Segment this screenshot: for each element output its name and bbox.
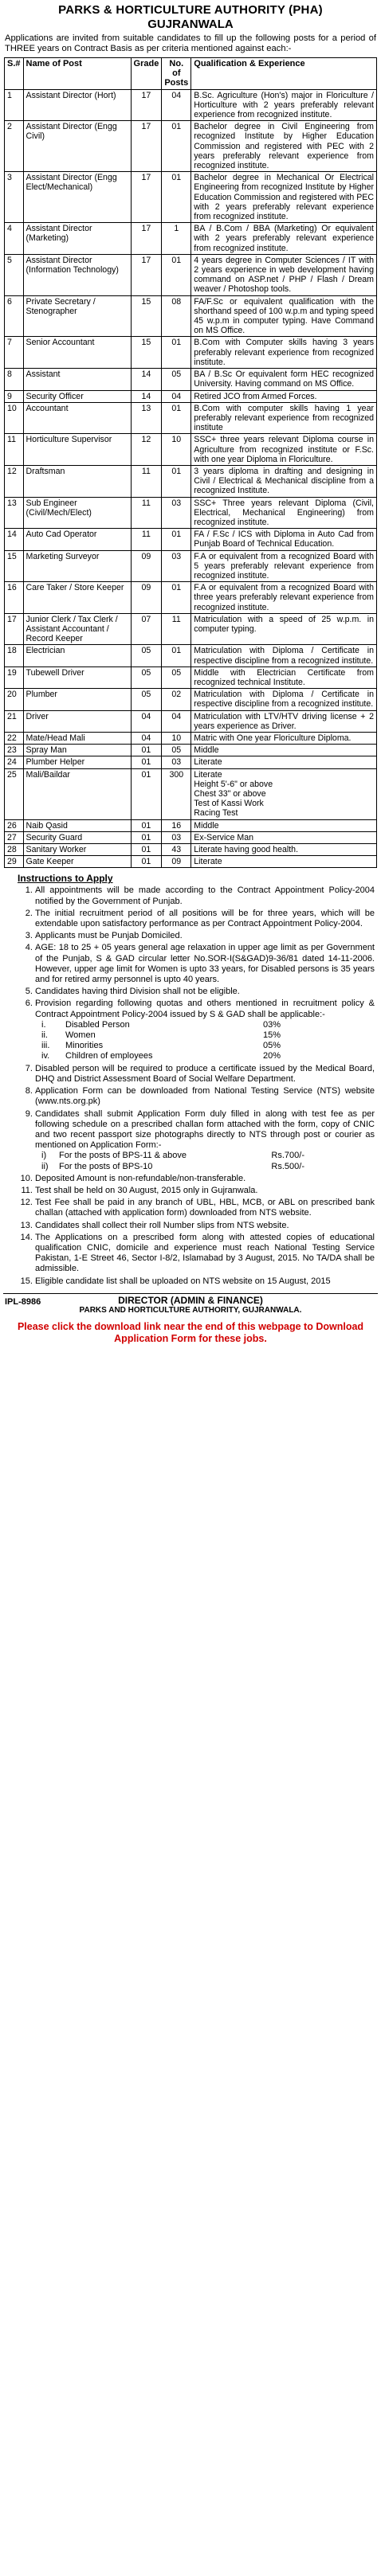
quota-prefix: ii.: [41, 1030, 48, 1041]
cell-serial: 26: [5, 819, 24, 831]
quota-row: [41, 1041, 281, 1051]
cell-post-name: Marketing Surveyor: [23, 550, 131, 582]
cell-post-name: Tubewell Driver: [23, 666, 131, 688]
instructions-title: Instructions to Apply: [18, 873, 113, 885]
instruction-item: [35, 885, 375, 906]
cell-no-of-posts: 01: [162, 529, 191, 550]
cell-no-of-posts: 03: [162, 497, 191, 529]
cell-no-of-posts: 05: [162, 666, 191, 688]
cell-grade: 17: [131, 89, 162, 121]
instruction-text: The Applications on a prescribed form along with attested copies of educational qualification CNIC, domicile and experience must reach National Testing Service Pakistan, 1-E Street 46, Sector I-8/2, Islamabad by 3 August, 2015. No TA/DA shall be admissible.: [35, 1232, 375, 1274]
header-qualification: Qualification & Experience: [191, 58, 377, 90]
cell-grade: 05: [131, 666, 162, 688]
job-advertisement: [3, 0, 378, 1345]
instruction-item: [35, 1233, 375, 1275]
cell-serial: 14: [5, 529, 24, 550]
fee-name: For the posts of BPS-10: [59, 1161, 153, 1171]
quota-value: 05%: [262, 1041, 281, 1051]
cell-post-name: Electrician: [23, 645, 131, 666]
cell-post-name: Security Guard: [23, 831, 131, 843]
cell-serial: 27: [5, 831, 24, 843]
fee-label: [41, 1151, 187, 1161]
cell-serial: 15: [5, 550, 24, 582]
cell-serial: 20: [5, 689, 24, 710]
cell-post-name: Mate/Head Mali: [23, 733, 131, 745]
cell-post-name: Plumber Helper: [23, 756, 131, 768]
cell-serial: 10: [5, 402, 24, 434]
instructions-list: [3, 885, 378, 1286]
cell-post-name: Mali/Baildar: [23, 768, 131, 819]
cell-post-name: Assistant: [23, 369, 131, 390]
cell-post-name: Care Taker / Store Keeper: [23, 582, 131, 614]
download-link[interactable]: Please click the download link near the end of this webpage to Download Application Form for these jobs.: [17, 1320, 364, 1344]
cell-grade: 15: [131, 295, 162, 337]
table-row: [5, 402, 377, 434]
table-row: [5, 613, 377, 645]
cell-post-name: Horticulture Supervisor: [23, 434, 131, 466]
cell-qualification: Retired JCO from Armed Forces.: [191, 390, 377, 402]
table-row: [5, 121, 377, 172]
cell-serial: 7: [5, 337, 24, 369]
cell-grade: 15: [131, 337, 162, 369]
cell-no-of-posts: 02: [162, 689, 191, 710]
table-row: [5, 223, 377, 255]
fee-prefix: ii): [41, 1161, 49, 1171]
instruction-text: All appointments will be made according to the Contract Appointment Policy-2004 notified by the Government of Punjab.: [35, 885, 375, 906]
cell-grade: 17: [131, 121, 162, 172]
cell-post-name: Plumber: [23, 689, 131, 710]
cell-qualification: FA / F.Sc / ICS with Diploma in Auto Cad from Punjab Board of Technical Education.: [191, 529, 377, 550]
cell-qualification: F.A or equivalent from a recognized Board with 5 years preferably relevant experience from recognized institute.: [191, 550, 377, 582]
cell-serial: 18: [5, 645, 24, 666]
cell-qualification: B.Com with computer skills having 1 year preferably relevant experience from recognized institute: [191, 402, 377, 434]
director-signature: DIRECTOR (ADMIN & FINANCE): [118, 1294, 263, 1306]
cell-grade: 07: [131, 613, 162, 645]
cell-serial: 13: [5, 497, 24, 529]
posts-table: [4, 57, 377, 868]
download-note[interactable]: [3, 1321, 378, 1345]
table-row: [5, 689, 377, 710]
instruction-text: Applicants must be Punjab Domiciled.: [35, 931, 183, 941]
cell-post-name: Assistant Director (Hort): [23, 89, 131, 121]
cell-serial: 12: [5, 465, 24, 497]
quota-label: [41, 1051, 201, 1061]
table-row: [5, 254, 377, 295]
cell-serial: 19: [5, 666, 24, 688]
table-row: [5, 710, 377, 732]
table-row: [5, 756, 377, 768]
quota-row: [41, 1030, 281, 1041]
cell-no-of-posts: 04: [162, 89, 191, 121]
instruction-text: Candidates shall submit Application Form duly filled in along with test fee as per following schedule on a prescribed challan form attached with the form, copy of CNIC and two recent passport size photographs directly to NTS through post or courier as mentioned on Application Form:-: [35, 1108, 375, 1151]
cell-qualification: F.A or equivalent from a recognized Board with three years preferably relevant experience from recognized institute.: [191, 582, 377, 614]
cell-qualification: Middle with Electrician Certificate from recognized technical Institute.: [191, 666, 377, 688]
header-post-name: Name of Post: [23, 58, 131, 90]
cell-post-name: Accountant: [23, 402, 131, 434]
cell-no-of-posts: 03: [162, 550, 191, 582]
cell-qualification: Matriculation with LTV/HTV driving license + 2 years experience as Driver.: [191, 710, 377, 732]
cell-no-of-posts: 05: [162, 745, 191, 756]
cell-qualification: 4 years degree in Computer Sciences / IT with 2 years experience in web development having command on ASP.net / PHP / Flash / Dream weaver / Photoshop tools.: [191, 254, 377, 295]
fee-row: [41, 1151, 304, 1161]
cell-no-of-posts: 04: [162, 390, 191, 402]
cell-no-of-posts: 11: [162, 613, 191, 645]
cell-qualification: Matric with One year Floriculture Diploma.: [191, 733, 377, 745]
cell-qualification: FA/F.Sc or equivalent qualification with the shorthand speed of 100 w.p.m and typing speed 45 w.p.m in computer typing. Have Command on MS Office.: [191, 295, 377, 337]
table-row: [5, 89, 377, 121]
quota-label: [41, 1041, 201, 1051]
cell-qualification: Bachelor degree in Mechanical Or Electrical Engineering from recognized Institute by Higher Education Commission and registered with PEC with 2 years preferably relevant experience from recognized institute.: [191, 172, 377, 223]
cell-post-name: Driver: [23, 710, 131, 732]
instruction-text: Disabled person will be required to produce a certificate issued by the Medical Board, DHQ and District Assessment Board of Social Welfare Department.: [35, 1063, 375, 1084]
cell-serial: 16: [5, 582, 24, 614]
cell-qualification: SSC+ three years relevant Diploma course in Agriculture from recognized institute or F.Sc. with one year Diploma in Floriculture.: [191, 434, 377, 466]
cell-qualification: Matriculation with Diploma / Certificate in respective discipline from a recognized institute.: [191, 689, 377, 710]
instruction-item: [35, 1186, 375, 1196]
cell-serial: 1: [5, 89, 24, 121]
cell-post-name: Senior Accountant: [23, 337, 131, 369]
cell-serial: 17: [5, 613, 24, 645]
fee-row: [41, 1162, 304, 1172]
instruction-item: [35, 1064, 375, 1085]
cell-grade: 01: [131, 831, 162, 843]
cell-no-of-posts: 03: [162, 756, 191, 768]
cell-grade: 05: [131, 645, 162, 666]
cell-no-of-posts: 01: [162, 121, 191, 172]
quota-name: Children of employees: [65, 1051, 153, 1061]
cell-post-name: Draftsman: [23, 465, 131, 497]
cell-qualification: Matriculation with a speed of 25 w.p.m. in computer typing.: [191, 613, 377, 645]
quota-value: 03%: [262, 1019, 281, 1030]
fee-name: For the posts of BPS-11 & above: [59, 1151, 187, 1161]
table-row: [5, 733, 377, 745]
table-row: [5, 550, 377, 582]
table-row: [5, 844, 377, 856]
fee-label: [41, 1162, 152, 1172]
table-row: [5, 645, 377, 666]
intro-paragraph: Applications are invited from suitable candidates to fill up the following posts for a period of THREE years on Contract Basis as per criteria mentioned against each:-: [5, 33, 376, 53]
instruction-item: [35, 999, 375, 1061]
cell-serial: 24: [5, 756, 24, 768]
cell-no-of-posts: 01: [162, 582, 191, 614]
cell-no-of-posts: 01: [162, 172, 191, 223]
instruction-text: AGE: 18 to 25 + 05 years general age relaxation in upper age limit as per Government of the Punjab, S & GAD circular letter No.SOR-I(S&GAD)9-36/81 dated 14-11-2006. However, upper age limit for Women is upto 33 years, for Disabled persons is 35 years and for retired army personnel is upto 40 years.: [35, 943, 375, 985]
cell-qualification: BA / B.Com / BBA (Marketing) Or equivalent with 2 years preferably relevant experience from recognized institute.: [191, 223, 377, 255]
cell-grade: 12: [131, 434, 162, 466]
cell-grade: 01: [131, 856, 162, 868]
authority-title: PARKS & HORTICULTURE AUTHORITY (PHA): [58, 3, 323, 17]
cell-serial: 4: [5, 223, 24, 255]
cell-serial: 21: [5, 710, 24, 732]
cell-qualification: Ex-Service Man: [191, 831, 377, 843]
cell-serial: 5: [5, 254, 24, 295]
fee-prefix: i): [41, 1151, 47, 1161]
instruction-text: Application Form can be downloaded from National Testing Service (NTS) website (www.nts.org.pk): [35, 1086, 375, 1107]
table-row: [5, 768, 377, 819]
cell-no-of-posts: 300: [162, 768, 191, 819]
cell-post-name: Gate Keeper: [23, 856, 131, 868]
cell-post-name: Security Officer: [23, 390, 131, 402]
cell-post-name: Naib Qasid: [23, 819, 131, 831]
cell-grade: 01: [131, 756, 162, 768]
table-row: [5, 529, 377, 550]
instruction-item: [35, 1086, 375, 1107]
cell-qualification: Literate Height 5'-6" or above Chest 33" or above Test of Kassi Work Racing Test: [191, 768, 377, 819]
table-header-row: [5, 58, 377, 90]
cell-post-name: Assistant Director (Engg Elect/Mechanical): [23, 172, 131, 223]
instruction-item: [35, 987, 375, 997]
cell-grade: 01: [131, 745, 162, 756]
cell-grade: 01: [131, 844, 162, 856]
table-row: [5, 819, 377, 831]
instruction-text: Test shall be held on 30 August, 2015 only in Gujranwala.: [35, 1185, 258, 1195]
instruction-text: Deposited Amount is non-refundable/non-transferable.: [35, 1173, 246, 1183]
cell-post-name: Sanitary Worker: [23, 844, 131, 856]
cell-qualification: B.Com with Computer skills having 3 years preferably relevant experience from recognized institute.: [191, 337, 377, 369]
table-row: [5, 465, 377, 497]
cell-no-of-posts: 01: [162, 645, 191, 666]
quota-name: Disabled Person: [65, 1019, 130, 1030]
quota-prefix: i.: [41, 1019, 46, 1030]
quota-row: [41, 1051, 281, 1061]
instruction-item: [35, 1109, 375, 1172]
cell-post-name: Assistant Director (Information Technology): [23, 254, 131, 295]
cell-no-of-posts: 03: [162, 831, 191, 843]
header-serial: S.#: [5, 58, 24, 90]
quota-prefix: iv.: [41, 1051, 50, 1061]
header-grade: Grade: [131, 58, 162, 90]
cell-post-name: Assistant Director (Marketing): [23, 223, 131, 255]
cell-qualification: Middle: [191, 819, 377, 831]
cell-grade: 11: [131, 465, 162, 497]
authority-address: PARKS AND HORTICULTURE AUTHORITY, GUJRANWALA.: [79, 1305, 302, 1315]
cell-post-name: Assistant Director (Engg Civil): [23, 121, 131, 172]
ipl-code: IPL-8986: [5, 1296, 41, 1307]
quota-label: [41, 1020, 201, 1030]
cell-post-name: Spray Man: [23, 745, 131, 756]
cell-post-name: Junior Clerk / Tax Clerk / Assistant Accountant / Record Keeper: [23, 613, 131, 645]
table-row: [5, 434, 377, 466]
cell-qualification: Literate having good health.: [191, 844, 377, 856]
cell-no-of-posts: 16: [162, 819, 191, 831]
cell-serial: 9: [5, 390, 24, 402]
cell-serial: 25: [5, 768, 24, 819]
cell-no-of-posts: 1: [162, 223, 191, 255]
table-row: [5, 745, 377, 756]
table-row: [5, 390, 377, 402]
instruction-text: Provision regarding following quotas and others mentioned in recruitment policy & Contract Appointment Policy-2004 issued by S & GAD shall be applicable:-: [35, 999, 375, 1019]
cell-serial: 2: [5, 121, 24, 172]
table-row: [5, 337, 377, 369]
cell-grade: 01: [131, 819, 162, 831]
cell-serial: 22: [5, 733, 24, 745]
cell-qualification: Middle: [191, 745, 377, 756]
table-row: [5, 582, 377, 614]
instruction-text: Test Fee shall be paid in any branch of UBL, HBL, MCB, or ABL on prescribed bank challan (attached with application form) downloaded from NTS website.: [35, 1198, 375, 1218]
cell-qualification: Matriculation with Diploma / Certificate in respective discipline from a recognized institute.: [191, 645, 377, 666]
cell-grade: 14: [131, 369, 162, 390]
cell-qualification: BA / B.Sc Or equivalent form HEC recognized University. Having command on MS Office.: [191, 369, 377, 390]
quota-label: [41, 1030, 201, 1041]
quota-name: Women: [65, 1030, 96, 1041]
cell-grade: 11: [131, 497, 162, 529]
cell-no-of-posts: 04: [162, 710, 191, 732]
footer: [3, 1293, 378, 1318]
quota-name: Minorities: [65, 1041, 104, 1051]
instruction-item: [35, 909, 375, 929]
cell-grade: 05: [131, 689, 162, 710]
cell-serial: 11: [5, 434, 24, 466]
cell-qualification: Literate: [191, 756, 377, 768]
cell-grade: 01: [131, 768, 162, 819]
quota-value: 15%: [262, 1030, 281, 1041]
fee-value: Rs.500/-: [271, 1161, 304, 1171]
cell-post-name: Sub Engineer (Civil/Mech/Elect): [23, 497, 131, 529]
instruction-item: [35, 1198, 375, 1218]
header-no-of-posts: No. of Posts: [162, 58, 191, 90]
cell-serial: 8: [5, 369, 24, 390]
cell-serial: 6: [5, 295, 24, 337]
cell-grade: 17: [131, 223, 162, 255]
cell-grade: 09: [131, 582, 162, 614]
table-row: [5, 295, 377, 337]
table-row: [5, 369, 377, 390]
cell-serial: 28: [5, 844, 24, 856]
cell-post-name: Auto Cad Operator: [23, 529, 131, 550]
cell-no-of-posts: 10: [162, 434, 191, 466]
cell-serial: 23: [5, 745, 24, 756]
instruction-item: [35, 931, 375, 941]
table-row: [5, 856, 377, 868]
cell-grade: 09: [131, 550, 162, 582]
instruction-item: [35, 1276, 375, 1287]
cell-grade: 14: [131, 390, 162, 402]
cell-grade: 17: [131, 254, 162, 295]
instruction-text: Candidates having third Division shall not be eligible.: [35, 987, 240, 997]
instruction-text: The initial recruitment period of all positions will be for three years, which will be extendable upon satisfactory performance as per Contract Appointment Policy-2004.: [35, 908, 375, 929]
cell-no-of-posts: 01: [162, 254, 191, 295]
cell-qualification: Bachelor degree in Civil Engineering from recognized Institute by Higher Education Commission and registered with PEC with 2 years preferably relevant experience from recognized institute.: [191, 121, 377, 172]
cell-grade: 17: [131, 172, 162, 223]
quota-value: 20%: [262, 1051, 281, 1061]
cell-no-of-posts: 08: [162, 295, 191, 337]
table-row: [5, 497, 377, 529]
cell-grade: 04: [131, 710, 162, 732]
cell-serial: 29: [5, 856, 24, 868]
cell-no-of-posts: 05: [162, 369, 191, 390]
instruction-text: Candidates shall collect their roll Number slips from NTS website.: [35, 1220, 289, 1230]
cell-serial: 3: [5, 172, 24, 223]
instruction-text: Eligible candidate list shall be uploaded on NTS website on 15 August, 2015: [35, 1276, 331, 1286]
instruction-item: [35, 1221, 375, 1231]
cell-no-of-posts: 10: [162, 733, 191, 745]
cell-qualification: SSC+ Three years relevant Diploma (Civil, Electrical, Mechanical Engineering) from recognized institute.: [191, 497, 377, 529]
fee-value: Rs.700/-: [271, 1151, 304, 1161]
cell-grade: 13: [131, 402, 162, 434]
quota-row: [41, 1020, 281, 1030]
cell-no-of-posts: 01: [162, 337, 191, 369]
instruction-item: [35, 943, 375, 985]
table-row: [5, 172, 377, 223]
instruction-item: [35, 1174, 375, 1184]
cell-no-of-posts: 09: [162, 856, 191, 868]
cell-post-name: Private Secretary / Stenographer: [23, 295, 131, 337]
city-title: GUJRANWALA: [147, 18, 234, 31]
cell-no-of-posts: 43: [162, 844, 191, 856]
quota-prefix: iii.: [41, 1041, 50, 1051]
cell-no-of-posts: 01: [162, 465, 191, 497]
cell-qualification: Literate: [191, 856, 377, 868]
table-row: [5, 666, 377, 688]
cell-grade: 04: [131, 733, 162, 745]
table-row: [5, 831, 377, 843]
cell-grade: 11: [131, 529, 162, 550]
cell-no-of-posts: 01: [162, 402, 191, 434]
cell-qualification: 3 years diploma in drafting and designing in Civil / Electrical & Mechanical discipline from a recognized Institute.: [191, 465, 377, 497]
cell-qualification: B.Sc. Agriculture (Hon's) major in Floriculture / Horticulture with 2 years preferably relevant experience from recognized institute.: [191, 89, 377, 121]
